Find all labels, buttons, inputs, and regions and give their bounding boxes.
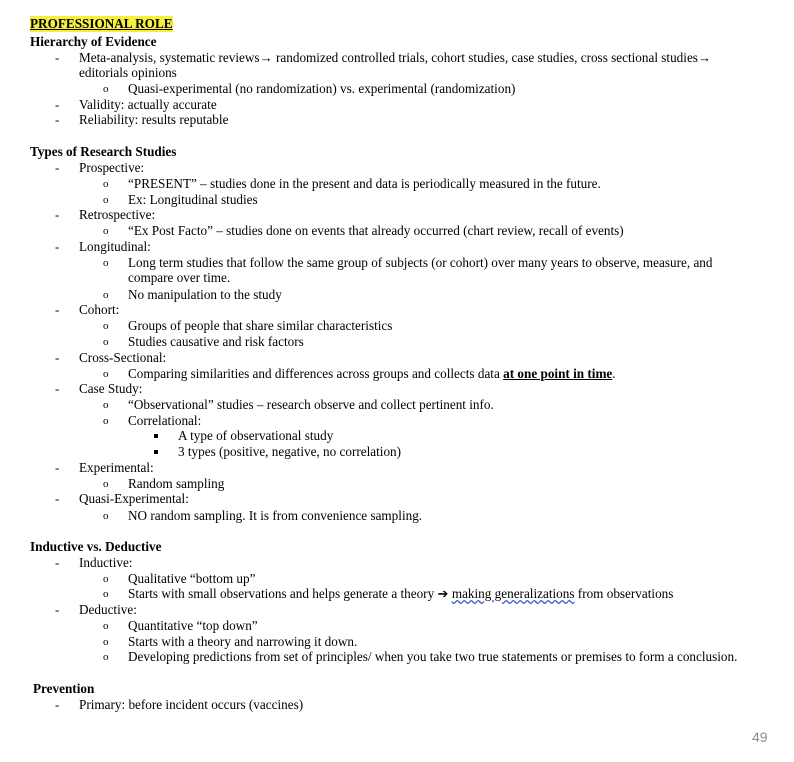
dash-bullet: - xyxy=(55,602,60,617)
circle-bullet: o xyxy=(103,415,109,427)
circle-bullet: o xyxy=(103,478,109,490)
dash-bullet: - xyxy=(55,381,60,396)
square-bullet xyxy=(154,434,158,438)
hierarchy-validity: Validity: actually accurate xyxy=(79,97,217,112)
types-case-1: “Observational” studies – research observe and collect pertinent info. xyxy=(128,397,494,412)
types-experimental: Experimental: xyxy=(79,460,154,475)
page-title: PROFESSIONAL ROLE xyxy=(30,16,173,31)
dash-bullet: - xyxy=(55,697,60,712)
circle-bullet: o xyxy=(103,651,109,663)
section-heading-inductive: Inductive vs. Deductive xyxy=(30,539,162,554)
hierarchy-meta-line1: Meta-analysis, systematic reviews→ randomized controlled trials, cohort studies, case studies, cross sectional studies→ xyxy=(79,50,712,65)
types-longitudinal-1a: Long term studies that follow the same group of subjects (or cohort) over many years to observe, measure, and xyxy=(128,255,713,270)
types-prospective: Prospective: xyxy=(79,160,145,175)
hierarchy-reliability: Reliability: results reputable xyxy=(79,112,229,127)
circle-bullet: o xyxy=(103,257,109,269)
dash-bullet: - xyxy=(55,50,60,65)
circle-bullet: o xyxy=(103,368,109,380)
circle-bullet: o xyxy=(103,320,109,332)
section-heading-types: Types of Research Studies xyxy=(30,144,177,159)
hierarchy-meta-line2: editorials opinions xyxy=(79,65,177,80)
types-cross-sectional-1 xyxy=(128,366,616,382)
circle-bullet: o xyxy=(103,588,109,600)
dash-bullet: - xyxy=(55,112,60,127)
types-experimental-1: Random sampling xyxy=(128,476,225,491)
dash-bullet: - xyxy=(55,555,60,570)
circle-bullet: o xyxy=(103,194,109,206)
circle-bullet: o xyxy=(103,636,109,648)
types-case-study: Case Study: xyxy=(79,381,143,396)
prevention-primary: Primary: before incident occurs (vaccines) xyxy=(79,697,304,712)
inductive-2-spellcheck: making generalizations xyxy=(451,586,575,601)
square-bullet xyxy=(154,450,158,454)
inductive-2-text: Starts with small observations and helps generate a theory ➔ xyxy=(128,586,452,601)
deductive-2: Starts with a theory and narrowing it down. xyxy=(128,634,358,649)
circle-bullet: o xyxy=(103,336,109,348)
circle-bullet: o xyxy=(103,225,109,237)
dash-bullet: - xyxy=(55,350,60,365)
types-retrospective: Retrospective: xyxy=(79,207,156,222)
hierarchy-quasi: Quasi-experimental (no randomization) vs. experimental (randomization) xyxy=(128,81,516,96)
types-retrospective-1: “Ex Post Facto” – studies done on events that already occurred (chart review, recall of events) xyxy=(128,223,624,238)
inductive-1: Qualitative “bottom up” xyxy=(128,571,256,586)
types-cohort-1: Groups of people that share similar characteristics xyxy=(128,318,393,333)
cross-emphasis: at one point in time xyxy=(503,366,613,381)
types-longitudinal-2: No manipulation to the study xyxy=(128,287,282,302)
circle-bullet: o xyxy=(103,620,109,632)
cross-period: . xyxy=(612,366,616,381)
inductive-2-end: from observations xyxy=(574,586,674,601)
types-longitudinal-1b: compare over time. xyxy=(128,270,231,285)
section-heading-prevention: Prevention xyxy=(33,681,95,696)
inductive-2 xyxy=(128,586,673,602)
dash-bullet: - xyxy=(55,239,60,254)
dash-bullet: - xyxy=(55,97,60,112)
types-cohort: Cohort: xyxy=(79,302,120,317)
circle-bullet: o xyxy=(103,83,109,95)
types-cohort-2: Studies causative and risk factors xyxy=(128,334,304,349)
dash-bullet: - xyxy=(55,302,60,317)
circle-bullet: o xyxy=(103,510,109,522)
types-quasi-1: NO random sampling. It is from convenience sampling. xyxy=(128,508,423,523)
deductive-label: Deductive: xyxy=(79,602,137,617)
types-quasi-experimental: Quasi-Experimental: xyxy=(79,491,189,506)
types-case-2: Correlational: xyxy=(128,413,202,428)
circle-bullet: o xyxy=(103,289,109,301)
deductive-1: Quantitative “top down” xyxy=(128,618,258,633)
cross-text: Comparing similarities and differences across groups and collects data xyxy=(128,366,504,381)
dash-bullet: - xyxy=(55,491,60,506)
types-prospective-1: “PRESENT” – studies done in the present and data is periodically measured in the future. xyxy=(128,176,601,191)
circle-bullet: o xyxy=(103,573,109,585)
dash-bullet: - xyxy=(55,207,60,222)
page-number: 49 xyxy=(752,729,768,745)
inductive-label: Inductive: xyxy=(79,555,133,570)
types-longitudinal: Longitudinal: xyxy=(79,239,151,254)
dash-bullet: - xyxy=(55,460,60,475)
types-case-2b: 3 types (positive, negative, no correlation) xyxy=(178,444,402,459)
types-cross-sectional: Cross-Sectional: xyxy=(79,350,167,365)
dash-bullet: - xyxy=(55,160,60,175)
section-heading-hierarchy: Hierarchy of Evidence xyxy=(30,34,157,49)
circle-bullet: o xyxy=(103,178,109,190)
types-prospective-2: Ex: Longitudinal studies xyxy=(128,192,258,207)
deductive-3: Developing predictions from set of principles/ when you take two true statements or premises to form a conclusion. xyxy=(128,649,738,664)
circle-bullet: o xyxy=(103,399,109,411)
types-case-2a: A type of observational study xyxy=(178,428,334,443)
